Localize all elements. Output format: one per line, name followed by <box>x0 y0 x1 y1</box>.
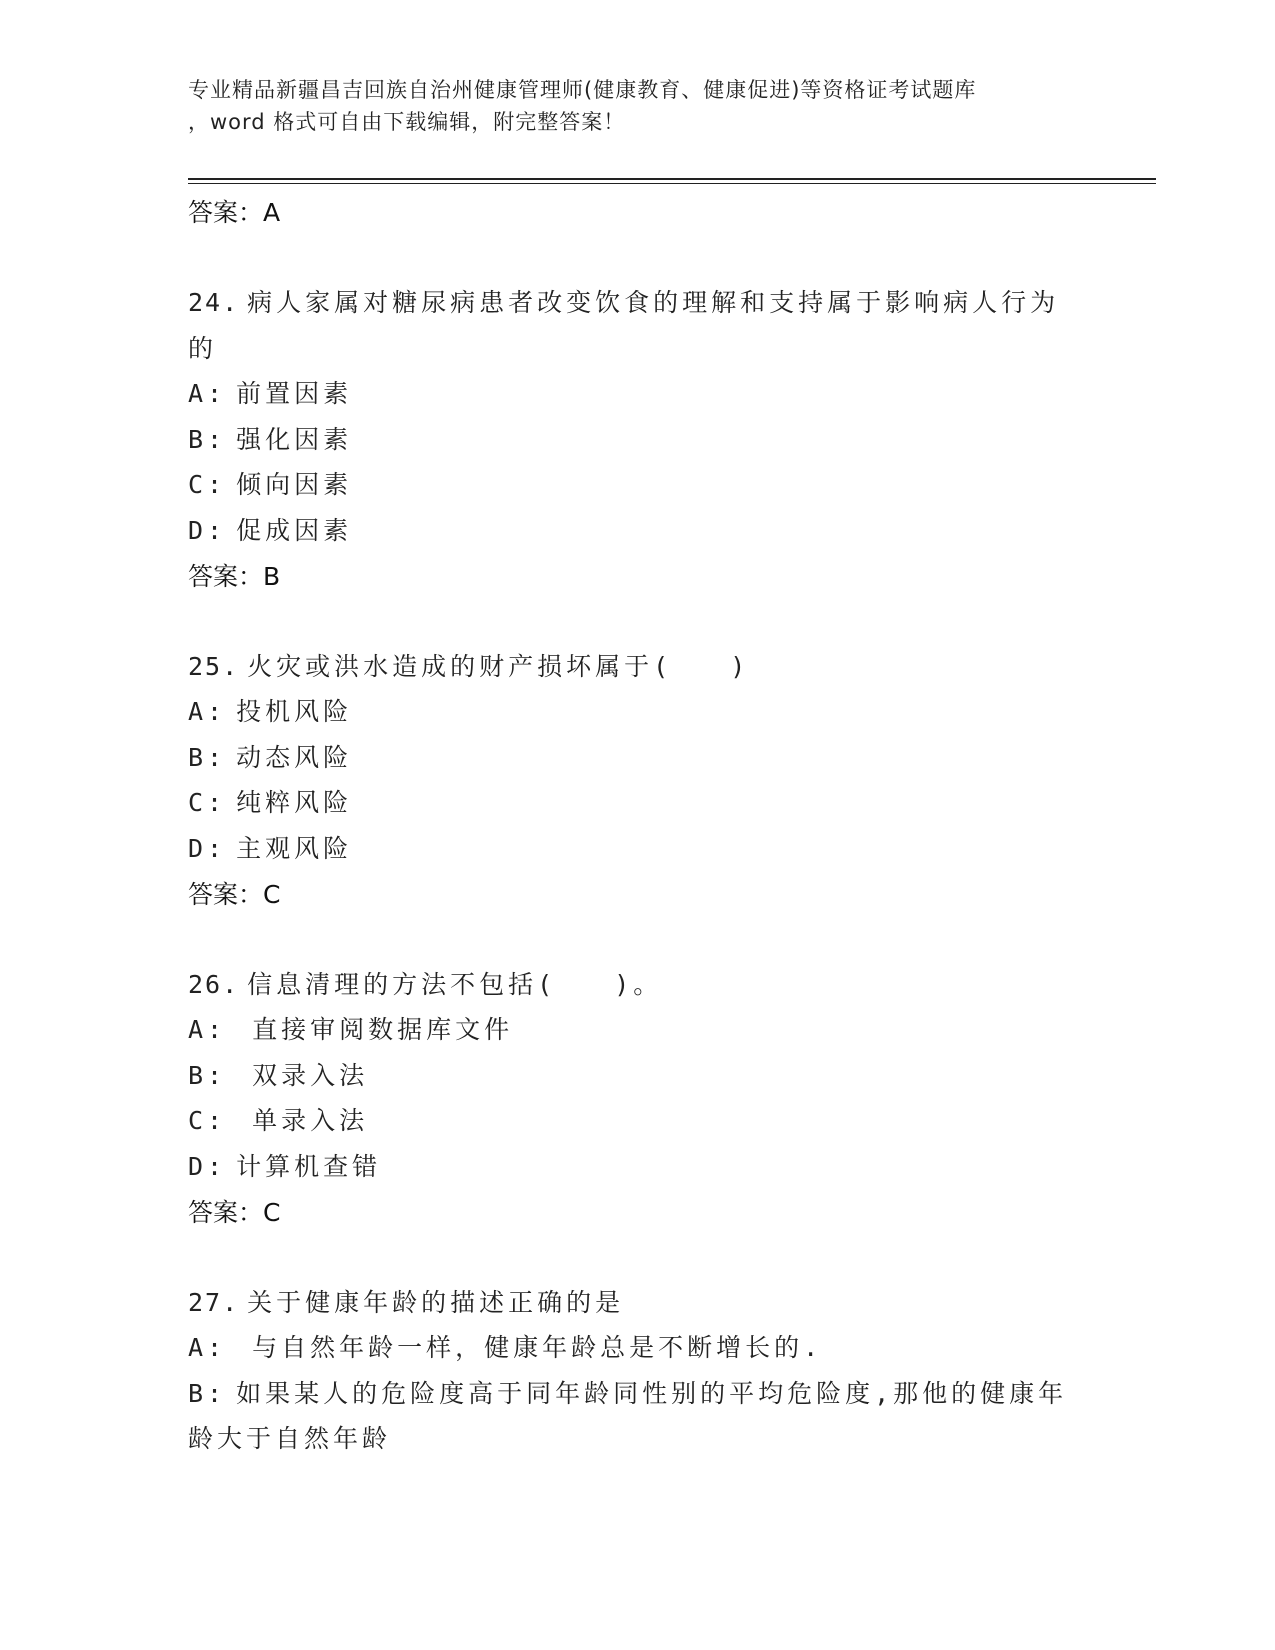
header-title-line-2: ，word 格式可自由下载编辑，附完整答案！ <box>188 110 626 134</box>
question-24 <box>188 280 1088 600</box>
option-text: 直接审阅数据库文件 <box>252 1015 514 1045</box>
option-b <box>188 417 1088 463</box>
header-title-line-1: 专业精品新疆昌吉回族自治州健康管理师(健康教育、健康促进)等资格证考试题库 <box>188 78 977 102</box>
option-text: 主观风险 <box>236 833 353 863</box>
option-text: 倾向因素 <box>236 470 353 500</box>
question-27 <box>188 1280 1088 1462</box>
option-letter: A: <box>188 1015 227 1045</box>
question-number: 26. <box>188 969 240 999</box>
option-d <box>188 826 1088 872</box>
question-number: 27. <box>188 1287 240 1317</box>
question-number: 24. <box>188 288 240 317</box>
question-26 <box>188 962 1088 1236</box>
question-list <box>188 190 1088 1506</box>
question-stem <box>188 280 1088 371</box>
option-letter: A: <box>188 1333 227 1363</box>
question-text: 病人家属对糖尿病患者改变饮食的理解和支持属于影响病人行为的 <box>188 288 1060 363</box>
option-text: 促成因素 <box>236 515 353 545</box>
option-text: 纯粹风险 <box>236 788 353 818</box>
option-letter: B: <box>188 742 227 772</box>
option-a <box>188 371 1088 417</box>
answer <box>188 1190 1088 1236</box>
option-c <box>188 462 1088 508</box>
option-text: 单录入法 <box>252 1106 369 1136</box>
question-stem <box>188 1280 1088 1326</box>
option-d <box>188 1144 1088 1190</box>
answer-label: 答案： <box>188 561 264 591</box>
option-c <box>188 1098 1088 1144</box>
option-a <box>188 1007 1088 1053</box>
option-letter: C: <box>188 470 227 500</box>
option-text: 双录入法 <box>252 1060 369 1090</box>
option-letter: B: <box>188 1378 227 1408</box>
option-text: 如果某人的危险度高于同年龄同性别的平均危险度,那他的健康年龄大于自然年龄 <box>188 1378 1068 1454</box>
answer <box>188 554 1088 600</box>
option-letter: B: <box>188 424 227 454</box>
option-letter: B: <box>188 1060 227 1090</box>
option-text: 计算机查错 <box>236 1151 382 1181</box>
option-a <box>188 689 1088 735</box>
option-text: 投机风险 <box>236 697 353 727</box>
page-header <box>188 74 1088 138</box>
option-c <box>188 780 1088 826</box>
question-25 <box>188 644 1088 918</box>
question-text: 关于健康年龄的描述正确的是 <box>247 1287 625 1317</box>
option-letter: C: <box>188 1106 227 1136</box>
option-a <box>188 1325 1088 1371</box>
question-number: 25. <box>188 651 240 681</box>
answer-value: A <box>263 198 281 227</box>
question-stem <box>188 644 1088 690</box>
answer-label: 答案： <box>188 879 264 909</box>
previous-answer <box>188 190 1088 236</box>
question-text: 火灾或洪水造成的财产损坏属于( ) <box>247 651 750 681</box>
question-text: 信息清理的方法不包括( )。 <box>247 969 663 999</box>
option-text: 与自然年龄一样，健康年龄总是不断增长的. <box>252 1333 823 1363</box>
option-letter: A: <box>188 697 227 727</box>
option-text: 动态风险 <box>236 742 353 772</box>
option-text: 前置因素 <box>236 379 353 409</box>
answer <box>188 872 1088 918</box>
answer-label: 答案： <box>188 198 264 227</box>
option-b <box>188 1053 1088 1099</box>
option-b <box>188 1371 1088 1462</box>
header-divider-thick <box>188 178 1156 180</box>
answer-value: C <box>263 1197 281 1227</box>
option-letter: D: <box>188 833 227 863</box>
answer-value: C <box>263 879 281 909</box>
option-letter: D: <box>188 1151 227 1181</box>
option-letter: A: <box>188 379 227 409</box>
option-d <box>188 508 1088 554</box>
option-letter: C: <box>188 788 227 818</box>
option-b <box>188 735 1088 781</box>
answer-value: B <box>263 561 281 591</box>
option-text: 强化因素 <box>236 424 353 454</box>
question-stem <box>188 962 1088 1008</box>
option-letter: D: <box>188 515 227 545</box>
answer-label: 答案： <box>188 1197 264 1227</box>
header-divider-thin <box>188 183 1156 184</box>
